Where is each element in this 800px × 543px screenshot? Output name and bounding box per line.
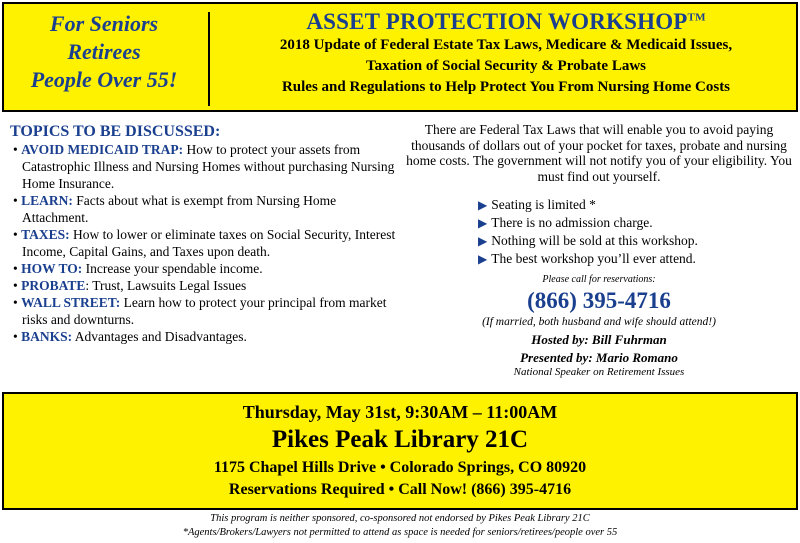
topic-item: • PROBATE: Trust, Lawsuits Legal Issues [13, 278, 247, 293]
middle-section [2, 114, 798, 390]
workshop-title-text: ASSET PROTECTION WORKSHOP [306, 9, 688, 34]
info-column [406, 122, 792, 379]
title-block [216, 8, 796, 98]
topic-text: Advantages and Disadvantages. [72, 329, 247, 344]
benefit-text: There is no admission charge. [491, 215, 653, 230]
benefit-item [478, 250, 792, 268]
topics-heading: TOPICS TO BE DISCUSSED: [10, 123, 221, 140]
phone-number: (866) 395-4716 [527, 288, 671, 313]
audience-line: Retirees [67, 39, 141, 64]
benefit-item [478, 214, 792, 232]
call-note: Please call for reservations: [542, 274, 656, 285]
event-reservations: Reservations Required • Call Now! (866) 395-4716 [228, 481, 572, 498]
subtitle-line: 2018 Update of Federal Estate Tax Laws, Medicare & Medicaid Issues, [279, 37, 733, 53]
speaker-title: National Speaker on Retirement Issues [513, 366, 685, 378]
header-banner [2, 2, 798, 112]
footer-disclaimer: This program is neither sponsored, co-sponsored not endorsed by Pikes Peak Library 21C [210, 513, 590, 524]
topic-label: WALL STREET: [21, 295, 121, 310]
topic-label: BANKS: [21, 329, 73, 344]
topic-text: How to lower or eliminate taxes on Social Security, Interest Income, Capital Gains, and Taxes upon death. [22, 227, 396, 259]
topic-label: LEARN: [21, 193, 73, 208]
topic-item: • HOW TO: Increase your spendable income. [13, 261, 263, 276]
triangle-bullet-icon: ▶ [478, 198, 488, 212]
triangle-bullet-icon: ▶ [478, 234, 488, 248]
benefit-text: The best workshop you’ll ever attend. [491, 251, 696, 266]
benefit-item [478, 196, 792, 214]
audience-block [4, 10, 204, 94]
hosted-by: Hosted by: Bill Fuhrman [531, 332, 667, 347]
workshop-title [216, 8, 796, 35]
topic-text: Facts about what is exempt from Nursing Home Attachment. [22, 193, 337, 225]
topic-item: • TAXES: How to lower or eliminate taxes on Social Security, Interest Income, Capital Gains, and Taxes upon death. [13, 227, 396, 259]
topics-column [10, 122, 402, 345]
event-date-time: Thursday, May 31st, 9:30AM – 11:00AM [242, 402, 558, 422]
subtitle-line: Rules and Regulations to Help Protect You From Nursing Home Costs [281, 79, 731, 95]
triangle-bullet-icon: ▶ [478, 252, 488, 266]
benefit-text: Seating is limited * [491, 197, 596, 212]
topic-label: PROBATE [21, 278, 86, 293]
trademark-mark: TM [687, 11, 706, 24]
event-venue: Pikes Peak Library 21C [271, 426, 529, 453]
topic-text: Learn how to protect your principal from market risks and downturns. [22, 295, 387, 327]
topic-label: AVOID MEDICAID TRAP: [21, 142, 184, 157]
triangle-bullet-icon: ▶ [478, 216, 488, 230]
topic-label: HOW TO: [21, 261, 83, 276]
footer-restriction: *Agents/Brokers/Lawyers not permitted to attend as space is needed for seniors/retirees/people over 55 [182, 526, 618, 538]
topic-item: • AVOID MEDICAID TRAP: How to protect your assets from Catastrophic Illness and Nursing Homes without purchasing Nursing Home Insurance. [13, 142, 395, 191]
audience-line: People Over 55! [30, 67, 178, 92]
header-divider [208, 12, 210, 106]
intro-paragraph: There are Federal Tax Laws that will enable you to avoid paying thousands of dollars out of your pocket for taxes, probate and nursing home costs. The government will not notify you of your eligibility. You must find out yourself. [406, 122, 792, 184]
subtitle-line: Taxation of Social Security & Probate Laws [366, 58, 646, 74]
topic-item: • BANKS: Advantages and Disadvantages. [13, 329, 247, 344]
benefit-text: Nothing will be sold at this workshop. [491, 233, 698, 248]
topic-item: • WALL STREET: Learn how to protect your principal from market risks and downturns. [13, 295, 387, 327]
audience-line: For Seniors [49, 11, 159, 36]
topic-text: Increase your spendable income. [82, 261, 263, 276]
presented-by: Presented by: Mario Romano [520, 350, 678, 365]
married-note: (If married, both husband and wife should attend!) [482, 316, 716, 328]
topic-text: How to protect your assets from Catastrophic Illness and Nursing Homes without purchasing Nursing Home Insurance. [22, 142, 395, 191]
footer [0, 512, 800, 539]
topic-item: • LEARN: Facts about what is exempt from Nursing Home Attachment. [13, 193, 337, 225]
topic-text: : Trust, Lawsuits Legal Issues [85, 278, 247, 293]
benefit-item [478, 232, 792, 250]
event-banner [2, 392, 798, 510]
event-address: 1175 Chapel Hills Drive • Colorado Springs, CO 80920 [213, 459, 587, 476]
benefit-list [406, 196, 792, 268]
topic-label: TAXES: [21, 227, 70, 242]
